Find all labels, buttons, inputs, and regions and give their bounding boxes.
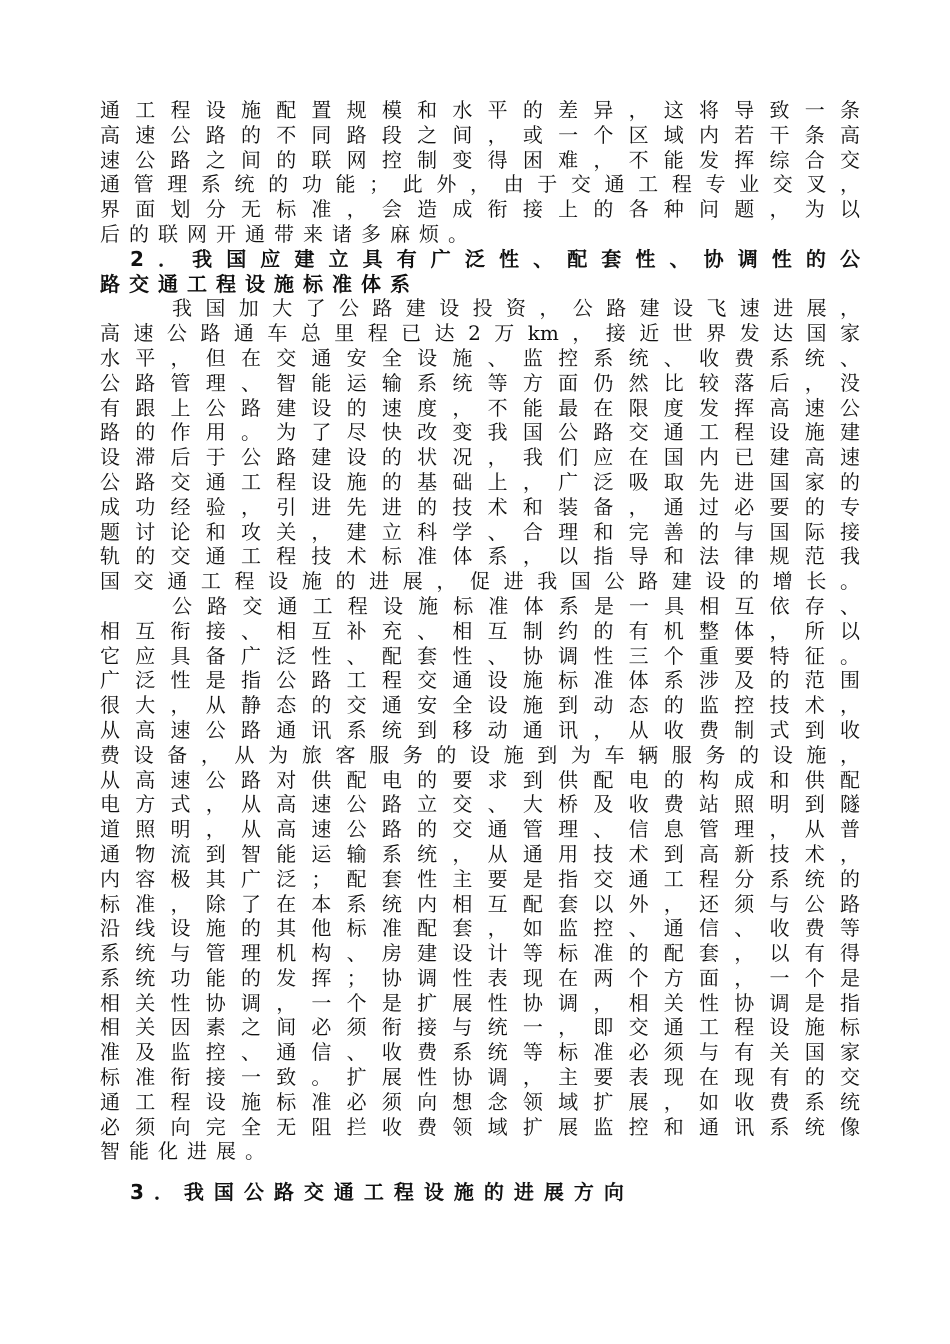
paragraph-system-features [100, 594, 860, 1164]
text-line: 智能化进展。 [100, 1139, 274, 1164]
text-line: 道照明，从高速公路的交通管理、信息管理，从普 [100, 817, 860, 842]
text-line: 我国加大了公路建设投资，公路建设飞速进展， [172, 296, 860, 321]
text-line: 必须向完全无阻拦收费领域扩展监控和通讯系统像 [100, 1114, 860, 1139]
text-line: 费设备，从为旅客服务的设施到为车辆服务的设施， [100, 742, 860, 767]
text-line: 系统功能的发挥；协调性表现在两个方面，一个是 [100, 965, 860, 990]
text-line: 相关性协调，一个是扩展性协调，相关性协调是指 [100, 990, 860, 1015]
text-line: 标准，除了在本系统内相互配套以外，还须与公路 [100, 891, 860, 916]
text-line: 轨的交通工程技术标准体系，以指导和法律规范我 [100, 544, 860, 569]
text-line: 准及监控、通信、收费系统等标准必须与有关国家 [100, 1040, 860, 1065]
heading-line: 路交通工程设施标准体系 [100, 271, 419, 296]
text-line: 从高速公路通讯系统到移动通讯，从收费制式到收 [100, 717, 860, 742]
text-line: 高速公路的不同路段之间，或一个区域内若干条高 [100, 122, 860, 147]
text-line: 有跟上公路建设的速度，不能最在限度发挥高速公 [100, 395, 860, 420]
text-line: 设滞后于公路建设的状况，我们应在国内已建高速 [100, 445, 860, 470]
text-line: 标准衔接一致。扩展性协调，主要表现在现有的交 [100, 1065, 860, 1090]
text-line: 公路交通工程设施的基础上，广泛吸取先进国家的 [100, 469, 860, 494]
text-line: 高速公路通车总里程已达2万km，接近世界发达国家 [100, 321, 860, 346]
heading-line: 3．我国公路交通工程设施的进展方向 [130, 1180, 634, 1205]
text-line: 从高速公路对供配电的要求到供配电的构成和供配 [100, 767, 860, 792]
text-line: 题讨论和攻关，建立科学、合理和完善的与国际接 [100, 519, 860, 544]
document-page [100, 98, 860, 1205]
heading-line: 2．我国应建立具有广泛性、配套性、协调性的公 [130, 246, 860, 271]
text-line: 公路交通工程设施标准体系是一具相互依存、 [172, 593, 860, 618]
text-line: 通物流到智能运输系统，从通用技术到高新技术， [100, 841, 860, 866]
text-line: 很大，从静态的交通安全设施到动态的监控技术， [100, 693, 860, 718]
text-line: 速公路之间的联网控制变得困难，不能发挥综合交 [100, 147, 860, 172]
text-line: 路的作用。为了尽快改变我国公路交通工程设施建 [100, 420, 860, 445]
text-line: 相互衔接、相互补充、相互制约的有机整体，所以 [100, 618, 860, 643]
text-line: 电方式，从高速公路立交、大桥及收费站照明到隧 [100, 792, 860, 817]
text-line: 后的联网开通带来诸多麻烦。 [100, 221, 477, 246]
text-line: 界面划分无标准，会造成衔接上的各种问题，为以 [100, 197, 860, 222]
paragraph-standards [100, 296, 860, 594]
text-line: 通工程设施配置规模和水平的差异，这将导致一条 [100, 98, 860, 122]
text-line: 广泛性是指公路工程交通设施标准体系涉及的范围 [100, 668, 860, 693]
text-line: 公路管理、智能运输系统等方面仍然比较落后，没 [100, 370, 860, 395]
text-line: 系统与管理机构、房建设计等标准的配套，以有得 [100, 941, 860, 966]
text-line: 相关因素之间必须衔接与统一，即交通工程设施标 [100, 1015, 860, 1040]
paragraph-intro [100, 98, 860, 247]
section-heading-3 [100, 1180, 860, 1205]
text-line: 通工程设施标准必须向想念领域扩展，如收费系统 [100, 1089, 860, 1114]
text-line: 国交通工程设施的进展，促进我国公路建设的增长。 [100, 569, 860, 594]
text-line: 通管理系统的功能；此外，由于交通工程专业交叉， [100, 172, 860, 197]
text-line: 内容极其广泛；配套性主要是指交通工程分系统的 [100, 866, 860, 891]
text-line: 它应具备广泛性、配套性、协调性三个重要特征。 [100, 643, 860, 668]
text-line: 水平，但在交通安全设施、监控系统、收费系统、 [100, 345, 860, 370]
section-heading-2 [100, 247, 860, 297]
text-line: 沿线设施的其他标准配套，如监控、通信、收费等 [100, 916, 860, 941]
text-line: 成功经验，引进先进的技术和装备，通过必要的专 [100, 494, 860, 519]
